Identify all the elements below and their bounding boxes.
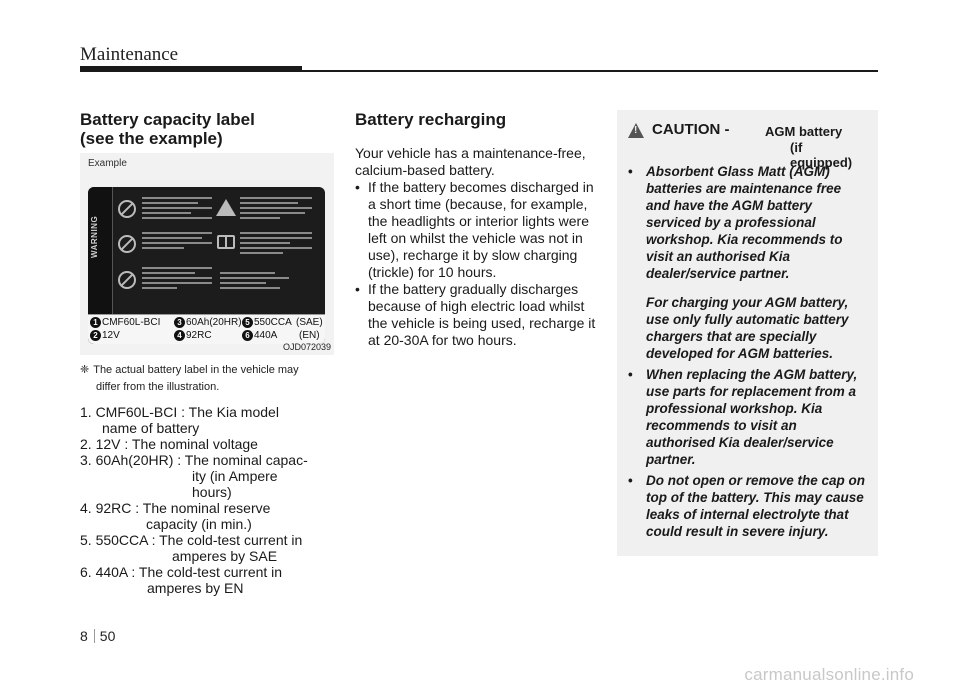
label-note: [80, 362, 334, 396]
spec-reserve: 92RC: [186, 330, 212, 342]
caution-box: [617, 110, 878, 556]
list-item: [80, 436, 334, 452]
spec-en-unit: (EN): [299, 330, 320, 341]
figure-example-label: Example: [88, 158, 127, 169]
caution-paragraph-charging: For charging your AGM battery, use only fully automatic battery chargers that are specially developed for AGM batteries.: [646, 295, 849, 361]
caution-item-1: • Absorbent Glass Matt (AGM) batteries are maintenance free and have the AGM battery serviced by a professional workshop. Kia recommends to visit an authorised Kia dealer/service partner.: [628, 163, 867, 282]
spec-capacity: 60Ah(20HR): [186, 317, 242, 329]
page-header-title: Maintenance: [80, 44, 179, 65]
note-mark: ❈: [80, 364, 90, 376]
header-rule-thick: [80, 66, 302, 72]
eye-protection-icon: [118, 235, 136, 253]
note-line1: The actual battery label in the vehicle may: [93, 364, 299, 376]
callout-1: 1: [90, 317, 101, 328]
figure-code: OJD072039: [282, 342, 331, 352]
list-item: [80, 452, 334, 500]
label-spec-bar: [88, 314, 325, 344]
page-number-divider: [94, 629, 95, 643]
spec-field-5: [242, 317, 292, 329]
item-3-line3: hours): [192, 484, 232, 500]
caution-word: CAUTION -: [652, 121, 730, 138]
spec-field-1: [90, 317, 160, 329]
warning-text-block: [142, 267, 212, 292]
recharging-intro: Your vehicle has a maintenance-free, calcium-based battery.: [355, 145, 586, 178]
warning-text-block: [142, 197, 212, 222]
warning-triangle-icon: [628, 123, 644, 138]
chapter-number: 8: [80, 628, 88, 644]
callout-3: 3: [174, 317, 185, 328]
item-1-line1: 1. CMF60L-BCI : The Kia model: [80, 404, 279, 420]
warning-text-block: [240, 232, 312, 257]
spec-cca: 550CCA: [254, 317, 292, 329]
caution-item-3: • Do not open or remove the cap on top of the battery. This may cause leaks of internal electrolyte that could result in severe injury.: [628, 472, 867, 540]
warning-text-block: [240, 197, 312, 222]
capacity-section-heading: [80, 110, 335, 148]
capacity-title-line2: (see the example): [80, 129, 223, 148]
page-number: [80, 628, 115, 644]
recharging-title: Battery recharging: [355, 110, 507, 129]
label-side-text: WARNING: [90, 215, 99, 259]
caution-item-2: • When replacing the AGM battery, use parts for replacement from a professional workshop. Kia recommends to visit an authorised Kia dealer/service partner.: [628, 366, 867, 468]
battery-label-figure: [80, 153, 334, 355]
item-2-line1: 2. 12V : The nominal voltage: [80, 436, 258, 452]
item-3-line2: ity (in Ampere: [192, 468, 278, 484]
list-item: [80, 404, 334, 436]
warning-text-block: [142, 232, 212, 252]
spec-field-6: [242, 330, 277, 342]
item-4-line2: capacity (in min.): [146, 516, 252, 532]
item-5-line1: 5. 550CCA : The cold-test current in: [80, 532, 303, 548]
list-item: [80, 532, 334, 564]
item-6-line1: 6. 440A : The cold-test current in: [80, 564, 283, 580]
warning-text-block: [220, 272, 312, 292]
header-rule-thin: [302, 70, 878, 72]
spec-sae-unit: (SAE): [296, 317, 323, 328]
battery-label-illustration: [88, 187, 325, 344]
list-item: [80, 500, 334, 532]
item-4-line1: 4. 92RC : The nominal reserve: [80, 500, 271, 516]
capacity-title-line1: Battery capacity label: [80, 110, 255, 129]
recharging-bullet-2: • If the battery gradually discharges because of high electric load whilst the vehicle is being used, recharge it at 20-30A for two hours.: [355, 281, 605, 349]
capacity-definitions-list: [80, 404, 334, 596]
keep-away-children-icon: [118, 271, 136, 289]
caution-list: [628, 163, 867, 540]
watermark: carmanualsonline.info: [744, 665, 914, 684]
callout-5: 5: [242, 317, 253, 328]
caution-condition: (if equipped): [790, 140, 853, 170]
read-manual-icon: [217, 235, 235, 249]
acid-hazard-icon: [216, 199, 236, 216]
page-number-value: 50: [99, 628, 116, 644]
callout-2: 2: [90, 330, 101, 341]
spec-field-2: [90, 330, 120, 342]
item-3-line1: 3. 60Ah(20HR) : The nominal capac-: [80, 452, 308, 468]
caution-header: [628, 121, 867, 170]
caution-subject: AGM battery: [765, 124, 843, 139]
callout-6: 6: [242, 330, 253, 341]
spec-field-3: [174, 317, 242, 329]
spec-model: CMF60L-BCI: [102, 317, 161, 329]
spec-voltage: 12V: [102, 330, 120, 342]
recharging-section: [355, 110, 605, 349]
spec-field-4: [174, 330, 212, 342]
recharging-bullet-1: • If the battery becomes discharged in a short time (because, for example, the headlights or interior lights were left on whilst the vehicle was not in use), recharge it by slow charging (trickle) for 10 hours.: [355, 179, 605, 281]
no-smoking-icon: [118, 200, 136, 218]
spec-en-current: 440A: [254, 330, 278, 342]
item-5-line2: amperes by SAE: [172, 548, 278, 564]
list-item: [80, 564, 334, 596]
item-1-line2: name of battery: [102, 420, 200, 436]
item-6-line2: amperes by EN: [147, 580, 244, 596]
callout-4: 4: [174, 330, 185, 341]
note-line2: differ from the illustration.: [96, 381, 220, 393]
